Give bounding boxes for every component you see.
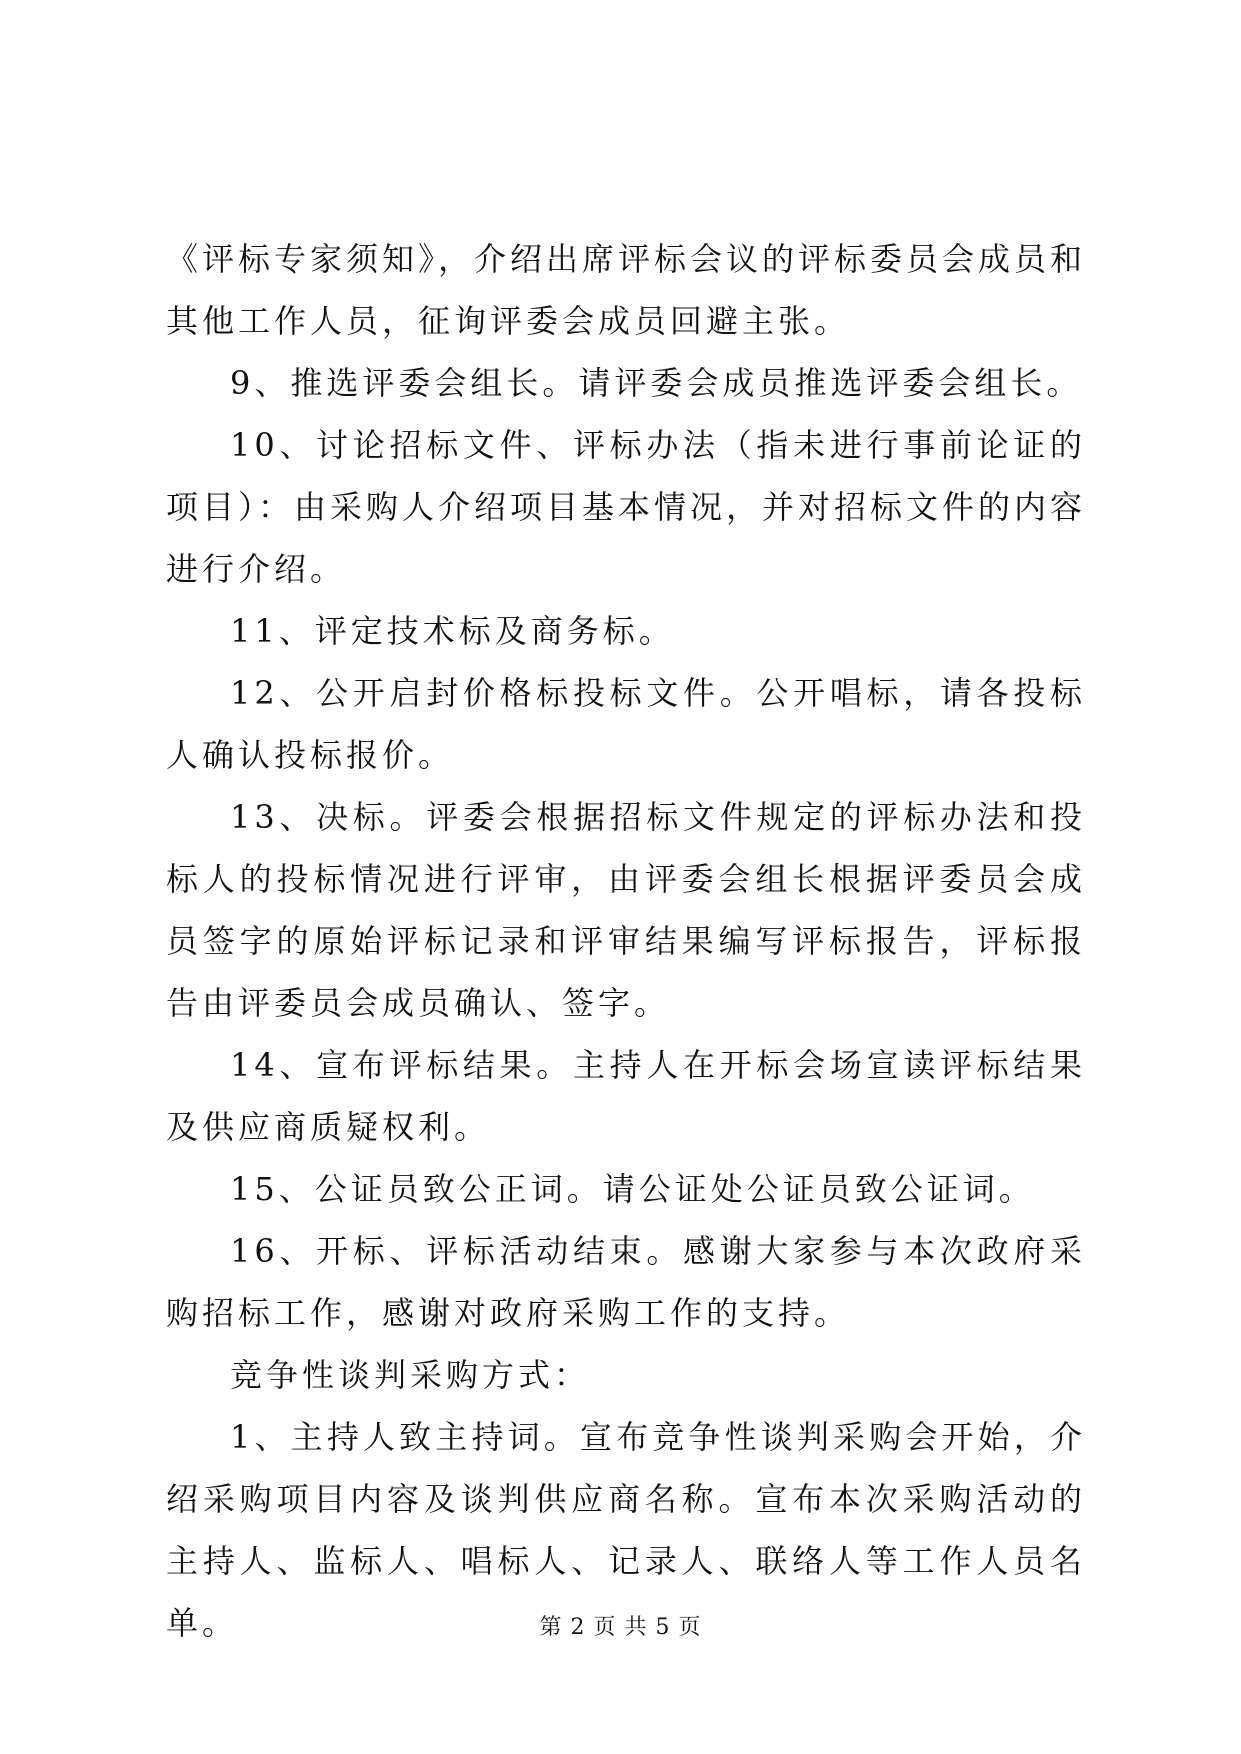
paragraph-item-13: 13、决标。评委会根据招标文件规定的评标办法和投标人的投标情况进行评审，由评委会组长根据评委员会成员签字的原始评标记录和评审结果编写评标报告，评标报告由评委员会成员确认、签字。: [166, 798, 1086, 1022]
paragraph-item-10: 10、讨论招标文件、评标办法（指未进行事前论证的项目）：由采购人介绍项目基本情况，并对招标文件的内容进行介绍。: [166, 426, 1087, 588]
paragraph-item-1: 1、主持人致主持词。宣布竞争性谈判采购会开始，介绍采购项目内容及谈判供应商名称。宣布本次采购活动的主持人、监标人、唱标人、记录人、联络人等工作人员名单。: [166, 1418, 1086, 1642]
paragraph-item-12: 12、公开启封价格标投标文件。公开唱标，请各投标人确认投标报价。: [166, 674, 1086, 774]
page-number-footer: 第 2 页 共 5 页: [539, 1615, 702, 1640]
section-heading: 竞争性谈判采购方式：: [230, 1356, 591, 1394]
paragraph-item-9: 9、推选评委会组长。请评委会成员推选评委会组长。: [230, 364, 1083, 402]
paragraph-item-11: 11、评定技术标及商务标。: [230, 612, 675, 650]
paragraph-item-14: 14、宣布评标结果。主持人在开标会场宣读评标结果及供应商质疑权利。: [166, 1046, 1086, 1146]
document-body: [166, 228, 1086, 1654]
paragraph-item-16: 16、开标、评标活动结束。感谢大家参与本次政府采购招标工作，感谢对政府采购工作的支持。: [166, 1232, 1086, 1332]
paragraph-item-15: 15、公证员致公正词。请公证处公证员致公证词。: [230, 1170, 1035, 1208]
paragraph-continuation: 《评标专家须知》，介绍出席评标会议的评标委员会成员和其他工作人员，征询评委会成员回避主张。: [166, 240, 1087, 340]
